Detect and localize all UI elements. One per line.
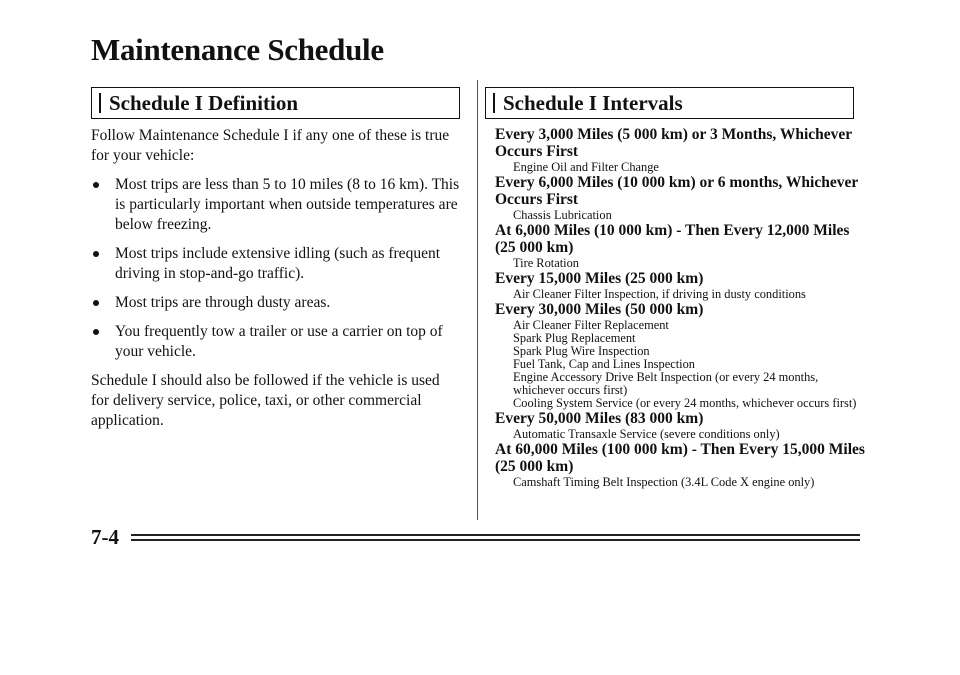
service-item: Air Cleaner Filter Replacement (513, 318, 669, 332)
service-list (513, 209, 865, 222)
page-number: 7-4 (91, 525, 119, 549)
column-divider (477, 80, 478, 520)
service-item: Engine Oil and Filter Change (513, 160, 659, 174)
heading-box-tick (99, 93, 101, 113)
service-list (513, 476, 865, 489)
bullet-dot-icon (93, 182, 99, 188)
schedule-intervals-heading: Schedule I Intervals (503, 90, 683, 115)
service-item: Tire Rotation (513, 256, 579, 270)
bullet-item (91, 293, 461, 313)
bullet-item (91, 175, 461, 235)
bullet-text: Most trips are through dusty areas. (115, 294, 331, 311)
bullet-text: Most trips are less than 5 to 10 miles (8 to 16 km). This is particularly important when outside temperatures are below freezing. (115, 176, 460, 233)
bullet-text: You frequently tow a trailer or use a carrier on top of your vehicle. (115, 323, 443, 360)
bullet-dot-icon (93, 251, 99, 257)
interval-heading: Every 3,000 Miles (5 000 km) or 3 Months, Whichever Occurs First (495, 126, 852, 160)
bullet-item (91, 322, 461, 362)
interval-heading: Every 15,000 Miles (25 000 km) (495, 270, 704, 287)
footer-rule (131, 534, 860, 536)
schedule-intervals-section (495, 126, 865, 489)
interval-block (495, 174, 865, 222)
service-item: Fuel Tank, Cap and Lines Inspection (513, 357, 695, 371)
service-list (513, 257, 865, 270)
interval-block (495, 441, 865, 489)
definition-bullet-list (91, 175, 461, 362)
bullet-dot-icon (93, 329, 99, 335)
interval-block (495, 410, 865, 441)
schedule-definition-heading-box (91, 87, 460, 119)
schedule-definition-section (91, 126, 461, 431)
interval-block (495, 126, 865, 174)
bullet-dot-icon (93, 300, 99, 306)
interval-block (495, 301, 865, 410)
service-item: Chassis Lubrication (513, 208, 612, 222)
interval-block (495, 222, 865, 270)
interval-heading: Every 6,000 Miles (10 000 km) or 6 months, Whichever Occurs First (495, 174, 858, 208)
interval-heading: Every 30,000 Miles (50 000 km) (495, 301, 704, 318)
service-item: Spark Plug Replacement (513, 331, 636, 345)
service-item: Cooling System Service (or every 24 months, whichever occurs first) (513, 396, 857, 410)
definition-closing: Schedule I should also be followed if the vehicle is used for delivery service, police, taxi, or other commercial application. (91, 372, 440, 429)
service-item: Engine Accessory Drive Belt Inspection (or every 24 months, whichever occurs first) (513, 370, 819, 397)
interval-heading: At 60,000 Miles (100 000 km) - Then Every 15,000 Miles (25 000 km) (495, 441, 865, 475)
interval-block (495, 270, 865, 301)
schedule-definition-heading: Schedule I Definition (109, 90, 299, 115)
service-list (513, 428, 865, 441)
service-item: Spark Plug Wire Inspection (513, 344, 650, 358)
service-list (513, 161, 865, 174)
service-item: Automatic Transaxle Service (severe conditions only) (513, 427, 780, 441)
page-title: Maintenance Schedule (91, 32, 384, 67)
bullet-text: Most trips include extensive idling (such as frequent driving in stop-and-go traffic). (115, 245, 441, 282)
service-list (513, 288, 865, 301)
service-item: Camshaft Timing Belt Inspection (3.4L Code X engine only) (513, 475, 815, 489)
interval-heading: At 6,000 Miles (10 000 km) - Then Every 12,000 Miles (25 000 km) (495, 222, 850, 256)
definition-intro: Follow Maintenance Schedule I if any one of these is true for your vehicle: (91, 127, 450, 164)
heading-box-tick (493, 93, 495, 113)
service-list (513, 319, 865, 410)
interval-heading: Every 50,000 Miles (83 000 km) (495, 410, 704, 427)
schedule-intervals-heading-box (485, 87, 854, 119)
bullet-item (91, 244, 461, 284)
service-item: Air Cleaner Filter Inspection, if driving in dusty conditions (513, 287, 806, 301)
footer-rule (131, 539, 860, 541)
